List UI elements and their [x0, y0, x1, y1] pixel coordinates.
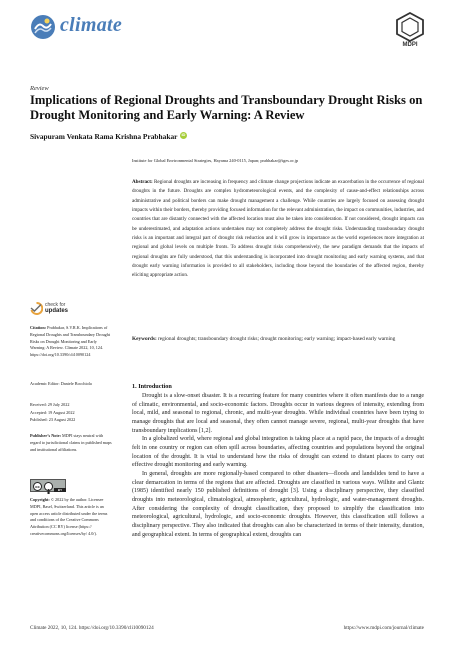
published-date: Published: 23 August 2022	[30, 417, 76, 422]
paragraph: In a globalized world, where regional and global integration is taking place at a rapid pace, the impacts of a drought felt in one country or region can often spill across boundaries, affecting countries and populations beyond the original location of the drought. It is vital to understand how the risks of drought can extend to distant places to carry out effective drought monitoring and early warning.	[132, 436, 424, 469]
abstract-label: Abstract:	[132, 179, 153, 185]
publisher-note	[30, 433, 112, 453]
journal-name: climate	[60, 14, 123, 36]
publisher-note-label: Publisher’s Note:	[30, 433, 61, 438]
section-heading: 1. Introduction	[132, 383, 172, 390]
received-date: Received: 29 July 2022	[30, 402, 70, 407]
paragraph: Drought is a slow-onset disaster. It is a recurring feature for many countries where it often manifests due to a range of climatic, environmental, and socio-economic factors. Droughts occur in various degrees of intensity, extending from local, mild, and seasonal to regional, chronic, and multi-year droughts. While individual countries have been trying to manage droughts that are local and seasonal, they often cannot manage severe, regional, multi-year droughts that have transboundary implications [1,2].	[132, 393, 424, 434]
footer-citation[interactable]: Climate 2022, 10, 124. https://doi.org/10.3390/cli10090124	[30, 625, 154, 631]
publication-dates	[30, 401, 112, 424]
article-type: Review	[30, 85, 49, 92]
publisher-note-text: MDPI stays neutral with regard to jurisdictional claims in published maps and institutional affiliations.	[30, 433, 112, 452]
climate-logo-icon	[30, 14, 56, 40]
copyright-label: Copyright:	[30, 497, 50, 502]
keywords-text: regional droughts; transboundary drought risks; drought monitoring; early warning; impact-based early warning	[158, 336, 396, 342]
accepted-date: Accepted: 19 August 2022	[30, 409, 75, 415]
footer-journal-url[interactable]: https://www.mdpi.com/journal/climate	[343, 625, 424, 631]
citation	[30, 325, 112, 359]
copyright-text: © 2022 by the author. Licensee MDPI, Basel, Switzerland. This article is an open access article distributed under the terms and conditions of the Creative Commons Attribution (CC BY) license (https:// creativecommons.org/licenses/by/ 4.0/).	[30, 497, 108, 536]
affiliation: Institute for Global Environmental Strategies, Hayama 240-0115, Japan; prabhakar@iges.or.jp	[132, 158, 299, 163]
editor-name: Daniele Bocchiola	[60, 381, 92, 386]
article-title: Implications of Regional Droughts and Transboundary Drought Risks on Drought Monitoring and Early Warning: A Review	[30, 93, 423, 122]
orcid-icon[interactable]	[180, 132, 187, 139]
author-name[interactable]: Sivapuram Venkata Rama Krishna Prabhakar	[30, 132, 178, 141]
citation-text: Prabhakar, S.V.R.K. Implications of Regional Droughts and Transboundary Drought Risks on Drought Monitoring and Early Warning: A Review. Climate 2022, 10, 124. https://doi.org/10.3390/cli10090124	[30, 325, 111, 358]
cc-icon: cc	[33, 482, 42, 491]
keywords-label: Keywords:	[132, 336, 157, 342]
check-updates-text	[45, 302, 68, 314]
editor-label: Academic Editor:	[30, 381, 60, 386]
abstract-text: Regional droughts are increasing in frequency and climate change projections indicate an exacerbation in the occurrence of regional droughts in the future. Droughts are complex hydrometeorological events, and the complexity of cause-and-effect relationships across administrative and political borders can make drought management a challenge. While countries are largely focused on assessing drought impacts within their borders, thereby providing focused information for the relevant administration, the impact on communities, industries, and countries that are distantly connected with the affected location must also be taken into consideration. If not considered, drought impacts can be underestimated, and adaptation actions undertaken may not completely address the drought risks. Understanding transboundary drought risks is an important and integral part of drought risk reduction and it will grow in importance as the world experiences more integration at regional and global levels on multiple fronts. To address drought risks comprehensively, the new paradigm demands that the impacts of regional droughts are fully understood, that this understanding is incorporated into drought monitoring and early warning systems, and that drought early warning information is provided to all stakeholders, including those beyond the boundaries of the affected region, thereby eliciting appropriate action.	[132, 179, 424, 279]
check-updates-line2: updates	[45, 308, 69, 314]
academic-editor	[30, 381, 112, 386]
publisher-name: MDPI	[402, 42, 418, 48]
paragraph: In general, droughts are more regionally-based compared to other disasters—floods and landslides tend to have a clear demarcation in terms of the regions that are affected. Droughts are classified in various ways. Wilhite and Glantz (1985) identified nearly 150 published definitions of drought [3]. Using a disciplinary perspective, they classified droughts into meteorological, climatological, atmospheric, agricultural, hydrologic, and water-management droughts. After considering the complexity of drought classification, they proposed to simplify the classification into meteorological, agricultural, hydrologic, and socio-economic droughts. However, this classification still follows a disciplinary perspective. They also indicated that droughts can also be characterized in terms of their intensity, duration, and geographical extent. In terms of geographical extent, droughts can	[132, 470, 424, 538]
journal-header	[30, 12, 425, 48]
cc-by-license-badge[interactable]	[30, 479, 66, 492]
body-text	[132, 392, 424, 539]
check-updates-icon	[30, 302, 43, 316]
citation-label: Citation:	[30, 325, 47, 330]
check-for-updates[interactable]	[30, 302, 80, 320]
author-line	[30, 132, 187, 141]
attribution-icon	[44, 482, 53, 491]
by-label: BY	[54, 488, 66, 492]
copyright	[30, 497, 112, 538]
keywords	[132, 335, 424, 344]
person-icon	[45, 488, 53, 496]
check-updates-line1: check for	[45, 302, 66, 308]
abstract	[132, 178, 424, 281]
mdpi-logo-icon	[395, 12, 425, 42]
